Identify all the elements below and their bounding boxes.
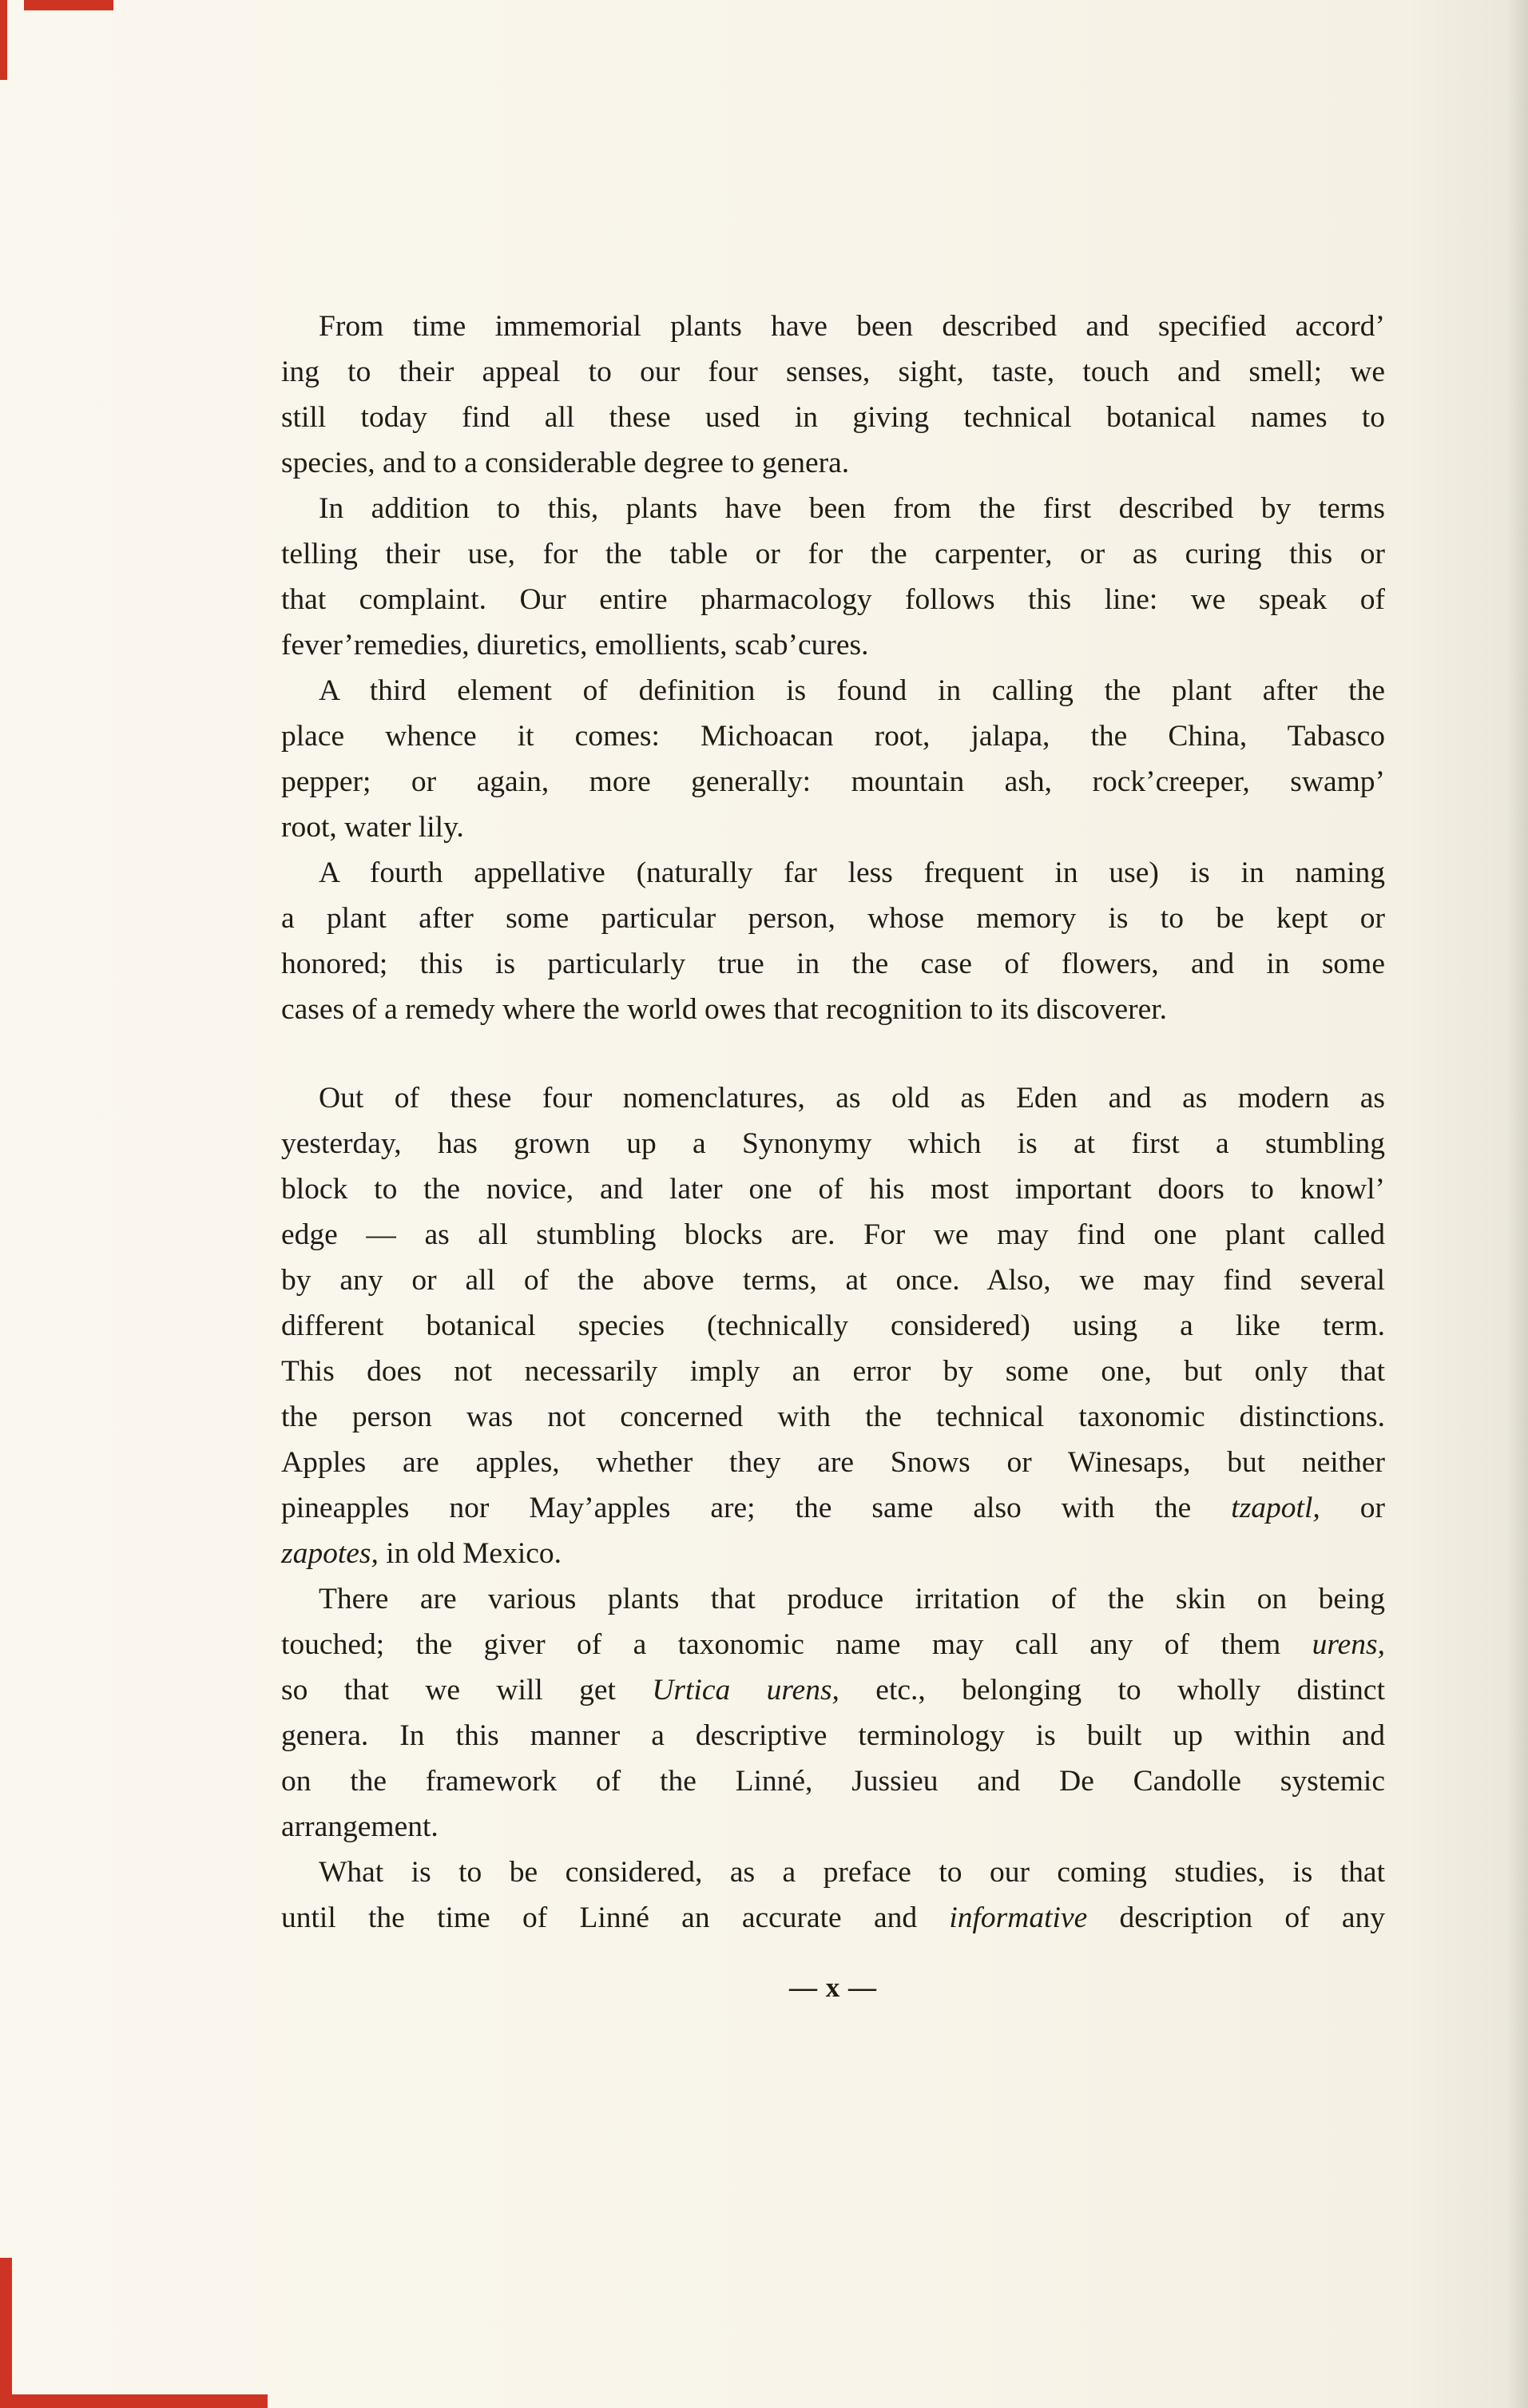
paragraph: [281, 1576, 1385, 1850]
text-segment: place whence it comes: Michoacan root, jalapa, the China, Tabasco: [281, 720, 1385, 753]
text-segment: yesterday, has grown up a Synonymy which is at first a stumbling: [281, 1127, 1385, 1160]
text-line: [281, 713, 1385, 759]
text-line: [281, 1485, 1385, 1531]
paragraph: [281, 1850, 1385, 1941]
text-line: [281, 1303, 1385, 1349]
text-line: [281, 1576, 1385, 1622]
text-segment: From time immemorial plants have been described and specified accord’: [319, 310, 1385, 343]
paragraph: [281, 1075, 1385, 1576]
text-segment: fever’remedies, diuretics, emollients, scab’cures.: [281, 629, 869, 662]
paragraph: [281, 668, 1385, 850]
text-line: [281, 577, 1385, 622]
text-line: [281, 1349, 1385, 1394]
text-segment: Out of these four nomenclatures, as old as Eden and as modern as: [319, 1082, 1385, 1115]
text-segment: This does not necessarily imply an error by some one, but only that: [281, 1355, 1385, 1388]
text-line: [281, 1258, 1385, 1303]
text-segment: root, water lily.: [281, 811, 464, 844]
book-edge-red-bottom-left: [0, 2258, 12, 2408]
text-segment: still today find all these used in giving technical botanical names to: [281, 401, 1385, 434]
text-line: [281, 850, 1385, 896]
text-segment: pepper; or again, more generally: mountain ash, rock’creeper, swamp’: [281, 765, 1385, 798]
text-segment: A fourth appellative (naturally far less frequent in use) is in naming: [319, 856, 1385, 889]
paragraph: [281, 304, 1385, 486]
text-segment: There are various plants that produce irritation of the skin on being: [319, 1583, 1385, 1615]
page-text: [281, 304, 1385, 2010]
text-segment: ing to their appeal to our four senses, sight, taste, touch and smell; we: [281, 356, 1385, 388]
text-line: [281, 941, 1385, 987]
text-segment: genera. In this manner a descriptive terminology is built up within and: [281, 1719, 1385, 1752]
text-segment: A third element of definition is found in calling the plant after the: [319, 674, 1385, 707]
text-line: [281, 1850, 1385, 1895]
italic-text: urens,: [1312, 1628, 1385, 1661]
text-segment: a plant after some particular person, whose memory is to be kept or: [281, 902, 1385, 935]
text-line: [281, 622, 1385, 668]
italic-text: tzapotl,: [1231, 1492, 1320, 1524]
text-line: [281, 1895, 1385, 1941]
text-line: [281, 759, 1385, 805]
text-line: [281, 1804, 1385, 1850]
text-segment: Apples are apples, whether they are Snows or Winesaps, but neither: [281, 1446, 1385, 1479]
text-line: [281, 1622, 1385, 1667]
text-line: [281, 349, 1385, 395]
text-line: [281, 1075, 1385, 1121]
text-line: [281, 896, 1385, 941]
book-edge-red-bottom: [0, 2394, 268, 2408]
text-line: [281, 395, 1385, 440]
text-segment: block to the novice, and later one of his most important doors to knowl’: [281, 1173, 1385, 1206]
text-segment: on the framework of the Linné, Jussieu and De Candolle systemic: [281, 1765, 1385, 1798]
text-line: [281, 1713, 1385, 1758]
text-line: [281, 1166, 1385, 1212]
paragraph: [281, 850, 1385, 1032]
italic-text: Urtica urens,: [652, 1674, 839, 1707]
text-segment: until the time of Linné an accurate and: [281, 1901, 950, 1934]
text-line: [281, 1394, 1385, 1440]
text-segment: cases of a remedy where the world owes that recognition to its discoverer.: [281, 993, 1168, 1026]
text-segment: In addition to this, plants have been from the first described by terms: [319, 492, 1385, 525]
scan-edge-shadow: [1507, 0, 1528, 2408]
text-line: [281, 1531, 1385, 1576]
text-line: [281, 304, 1385, 349]
text-segment: by any or all of the above terms, at once. Also, we may find several: [281, 1264, 1385, 1297]
text-segment: telling their use, for the table or for the carpenter, or as curing this or: [281, 538, 1385, 570]
text-segment: or: [1320, 1492, 1385, 1524]
text-line: [281, 1121, 1385, 1166]
text-segment: touched; the giver of a taxonomic name may call any of them: [281, 1628, 1312, 1661]
text-line: [281, 1667, 1385, 1713]
text-segment: the person was not concerned with the technical taxonomic distinctions.: [281, 1401, 1385, 1433]
text-line: [281, 440, 1385, 486]
paragraphs-container: [281, 304, 1385, 1941]
text-segment: honored; this is particularly true in the case of flowers, and in some: [281, 948, 1385, 980]
book-edge-red-top: [24, 0, 113, 10]
text-line: [281, 486, 1385, 531]
text-line: [281, 1758, 1385, 1804]
text-segment: that complaint. Our entire pharmacology follows this line: we speak of: [281, 583, 1385, 616]
text-segment: pineapples nor May’apples are; the same also with the: [281, 1492, 1232, 1524]
text-segment: in old Mexico.: [378, 1537, 562, 1570]
book-edge-red-left: [0, 0, 7, 80]
text-line: [281, 531, 1385, 577]
text-segment: arrangement.: [281, 1810, 439, 1843]
italic-text: zapotes,: [281, 1537, 379, 1570]
text-segment: species, and to a considerable degree to genera.: [281, 447, 850, 479]
text-line: [281, 668, 1385, 713]
text-segment: edge — as all stumbling blocks are. For we may find one plant called: [281, 1218, 1385, 1251]
paragraph: [281, 486, 1385, 668]
text-segment: different botanical species (technically considered) using a like term.: [281, 1309, 1385, 1342]
text-line: [281, 805, 1385, 850]
text-segment: description of any: [1087, 1901, 1385, 1934]
text-segment: What is to be considered, as a preface to our coming studies, is that: [319, 1856, 1385, 1889]
text-line: [281, 1212, 1385, 1258]
text-segment: etc., belonging to wholly distinct: [839, 1674, 1385, 1707]
page-number: — x —: [789, 1972, 877, 2003]
text-segment: so that we will get: [281, 1674, 653, 1707]
text-line: [281, 1440, 1385, 1485]
text-line: [281, 987, 1385, 1032]
italic-text: informative: [949, 1901, 1088, 1934]
